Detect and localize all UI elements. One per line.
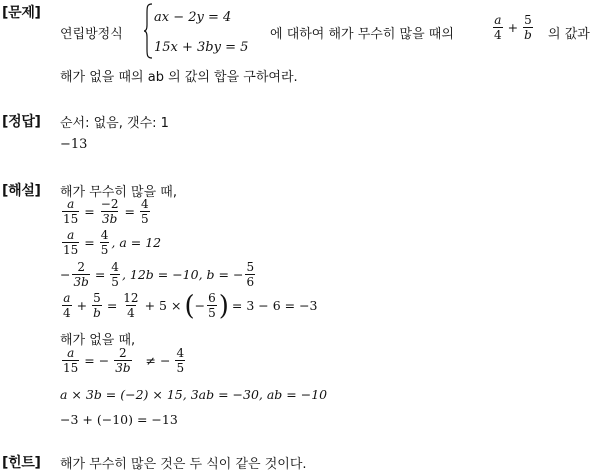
left-paren: ( — [184, 289, 195, 322]
equals-sign: = — [106, 298, 118, 313]
fraction-numerator: 5 — [246, 260, 255, 274]
fraction-numerator: 6 — [208, 291, 216, 305]
fraction-numerator: 4 — [111, 260, 119, 274]
solution-row-1 — [60, 198, 152, 225]
fraction-numerator: −2 — [100, 197, 119, 211]
fraction — [100, 198, 120, 225]
fraction-numerator: a — [67, 346, 75, 360]
minus-sign: − — [60, 267, 71, 282]
fraction-denominator: b — [524, 28, 532, 42]
fraction-numerator: 4 — [100, 228, 109, 242]
fraction — [245, 261, 255, 288]
fraction-denominator: 4 — [63, 306, 71, 320]
fraction-numerator: a — [494, 13, 502, 27]
fraction-denominator: 5 — [100, 243, 109, 257]
problem-tag: [문제] — [2, 5, 41, 21]
fraction-denominator: 5 — [208, 306, 216, 320]
right-paren: ) — [218, 289, 229, 322]
fraction-numerator: 12 — [123, 291, 139, 305]
equals-sign: = — [84, 235, 95, 250]
problem-lead: 연립방정식 — [60, 27, 123, 42]
solution-row-7: −3 + (−10) = −13 — [60, 412, 178, 427]
fraction-denominator: b — [93, 306, 101, 320]
solution-row-5 — [60, 347, 187, 374]
fraction-numerator: 4 — [140, 197, 149, 211]
fraction-numerator: 5 — [524, 13, 532, 27]
fraction-denominator: 15 — [63, 243, 79, 257]
fraction-denominator: 3b — [115, 361, 131, 375]
fraction-denominator: 5 — [111, 275, 119, 289]
equals-sign: = − — [84, 353, 110, 368]
system-brace — [143, 3, 153, 59]
solution-intro: 해가 무수히 많을 때, — [60, 185, 177, 200]
answer-value: −13 — [60, 137, 88, 152]
fraction-numerator: a — [63, 291, 71, 305]
fraction-denominator: 4 — [494, 28, 502, 42]
problem-tail-text: 의 값과 — [548, 27, 590, 42]
problem-line-2: 해가 없을 때의 ab 의 값의 합을 구하여라. — [60, 70, 298, 85]
fraction-numerator: 2 — [119, 346, 127, 360]
fraction — [62, 198, 79, 225]
plus-sign: + — [507, 20, 519, 35]
fraction-denominator: 4 — [127, 306, 135, 320]
row-text: = 3 − 6 = −3 — [231, 298, 318, 313]
solution-no-solution: 해가 없을 때, — [60, 333, 136, 348]
hint-tag: [힌트] — [2, 455, 41, 471]
fraction-denominator: 15 — [63, 361, 79, 375]
solution-row-2 — [60, 229, 161, 256]
equals-sign: = — [84, 204, 95, 219]
fraction-denominator: 15 — [63, 212, 79, 226]
fraction — [72, 261, 89, 288]
hint-text: 해가 무수히 많은 것은 두 식이 같은 것이다. — [60, 457, 307, 472]
fraction-numerator: 2 — [77, 260, 85, 274]
solution-row-4 — [60, 289, 318, 322]
problem-expression — [491, 14, 535, 41]
row-text: , 12b = −10, b = − — [121, 267, 244, 282]
solution-row-3 — [60, 261, 257, 288]
not-equal-sign: ≠ − — [145, 353, 171, 368]
fraction-numerator: a — [67, 228, 75, 242]
fraction-denominator: 6 — [246, 275, 255, 289]
solution-tag: [해설] — [2, 183, 41, 199]
fraction-denominator: 5 — [176, 361, 185, 375]
fraction — [62, 229, 79, 256]
plus-sign: + — [76, 298, 88, 313]
fraction-a-over-4 — [493, 14, 503, 41]
fraction-numerator: a — [67, 197, 75, 211]
row-text: , a = 12 — [111, 235, 162, 250]
answer-order-count: 순서: 없음, 갯수: 1 — [60, 116, 169, 131]
system-equation-1: ax − 2y = 4 — [154, 10, 232, 25]
fraction-denominator: 3b — [101, 212, 118, 226]
equals-sign: = — [94, 267, 106, 282]
minus-sign: − — [194, 298, 206, 313]
fraction-denominator: 3b — [73, 275, 89, 289]
fraction — [100, 229, 110, 256]
fraction — [110, 261, 120, 288]
fraction — [207, 292, 217, 319]
fraction — [62, 292, 72, 319]
fraction — [175, 347, 185, 374]
equals-sign: = — [124, 204, 135, 219]
fraction — [62, 347, 79, 374]
fraction — [140, 198, 150, 225]
fraction-denominator: 5 — [140, 212, 149, 226]
solution-row-6: a × 3b = (−2) × 15, 3ab = −30, ab = −10 — [60, 387, 328, 402]
fraction — [122, 292, 139, 319]
fraction-numerator: 4 — [176, 346, 185, 360]
answer-tag: [정답] — [2, 114, 41, 130]
fraction-5-over-b — [523, 14, 533, 41]
fraction-numerator: 5 — [93, 291, 101, 305]
system-equation-2: 15x + 3by = 5 — [154, 40, 249, 55]
row-text: + 5 × — [144, 298, 182, 313]
fraction — [92, 292, 102, 319]
fraction — [114, 347, 131, 374]
problem-mid-text: 에 대하여 해가 무수히 많을 때의 — [270, 27, 454, 42]
